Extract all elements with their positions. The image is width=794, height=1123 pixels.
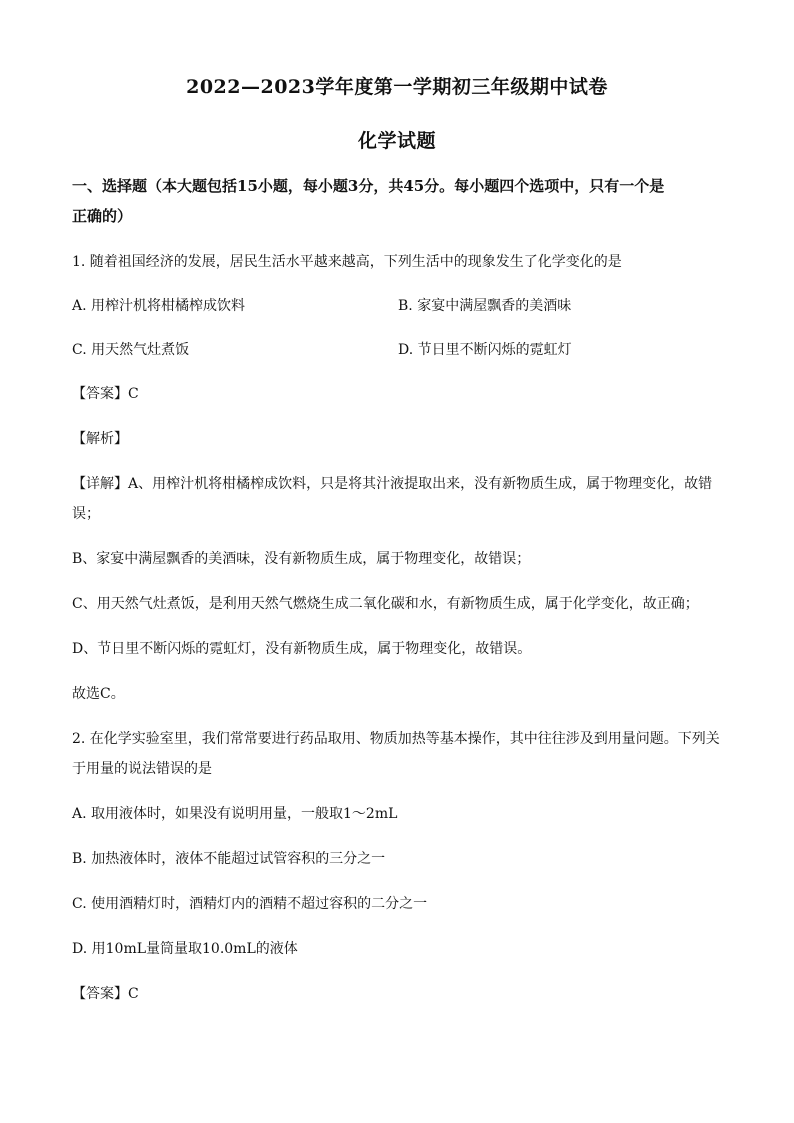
q2-stem-line1: 2. 在化学实验室里，我们常常要进行药品取用、物质加热等基本操作，其中往往涉及到用量问题。下列关 [72,731,720,747]
exam-subtitle: 化学试题 [357,130,436,152]
q1-option-c: C. 用天然气灶煮饭 [72,342,190,358]
q1-answer: 【答案】C [72,386,139,402]
q1-option-d: D. 节日里不断闪烁的霓虹灯 [398,342,572,358]
q1-detail-b: B、家宴中满屋飘香的美酒味，没有新物质生成，属于物理变化，故错误； [72,551,531,567]
q1-option-b: B. 家宴中满屋飘香的美酒味 [398,298,572,314]
q1-option-a: A. 用榨汁机将柑橘榨成饮料 [72,298,246,314]
exam-title: 2022—2023学年度第一学期初三年级期中试卷 [186,76,608,98]
q2-option-a: A. 取用液体时，如果没有说明用量，一般取1～2mL [72,806,398,822]
q1-stem: 1. 随着祖国经济的发展，居民生活水平越来越高，下列生活中的现象发生了化学变化的是 [72,254,622,270]
q2-stem-line2: 于用量的说法错误的是 [72,761,212,777]
q2-option-d: D. 用10mL量筒量取10.0mL的液体 [72,941,298,957]
q2-option-b: B. 加热液体时，液体不能超过试管容积的三分之一 [72,851,386,867]
q1-detail-c: C、用天然气灶煮饭，是利用天然气燃烧生成二氧化碳和水，有新物质生成，属于化学变化，故正确； [72,596,699,612]
q1-detail-line1: 【详解】A、用榨汁机将柑橘榨成饮料，只是将其汁液提取出来，没有新物质生成，属于物理变化，故错 [72,476,713,492]
q2-answer: 【答案】C [72,986,139,1002]
q1-detail-d: D、节日里不断闪烁的霓虹灯，没有新物质生成，属于物理变化，故错误。 [72,641,532,657]
section-heading-line1: 一、选择题（本大题包括15小题，每小题3分，共45分。每小题四个选项中，只有一个是 [72,177,665,195]
q1-analysis-label: 【解析】 [72,431,128,447]
q1-detail-line2: 误； [72,506,100,522]
q2-option-c: C. 使用酒精灯时，酒精灯内的酒精不超过容积的二分之一 [72,896,428,912]
section-heading-line2: 正确的） [72,207,133,225]
q1-conclusion: 故选C。 [72,686,125,702]
